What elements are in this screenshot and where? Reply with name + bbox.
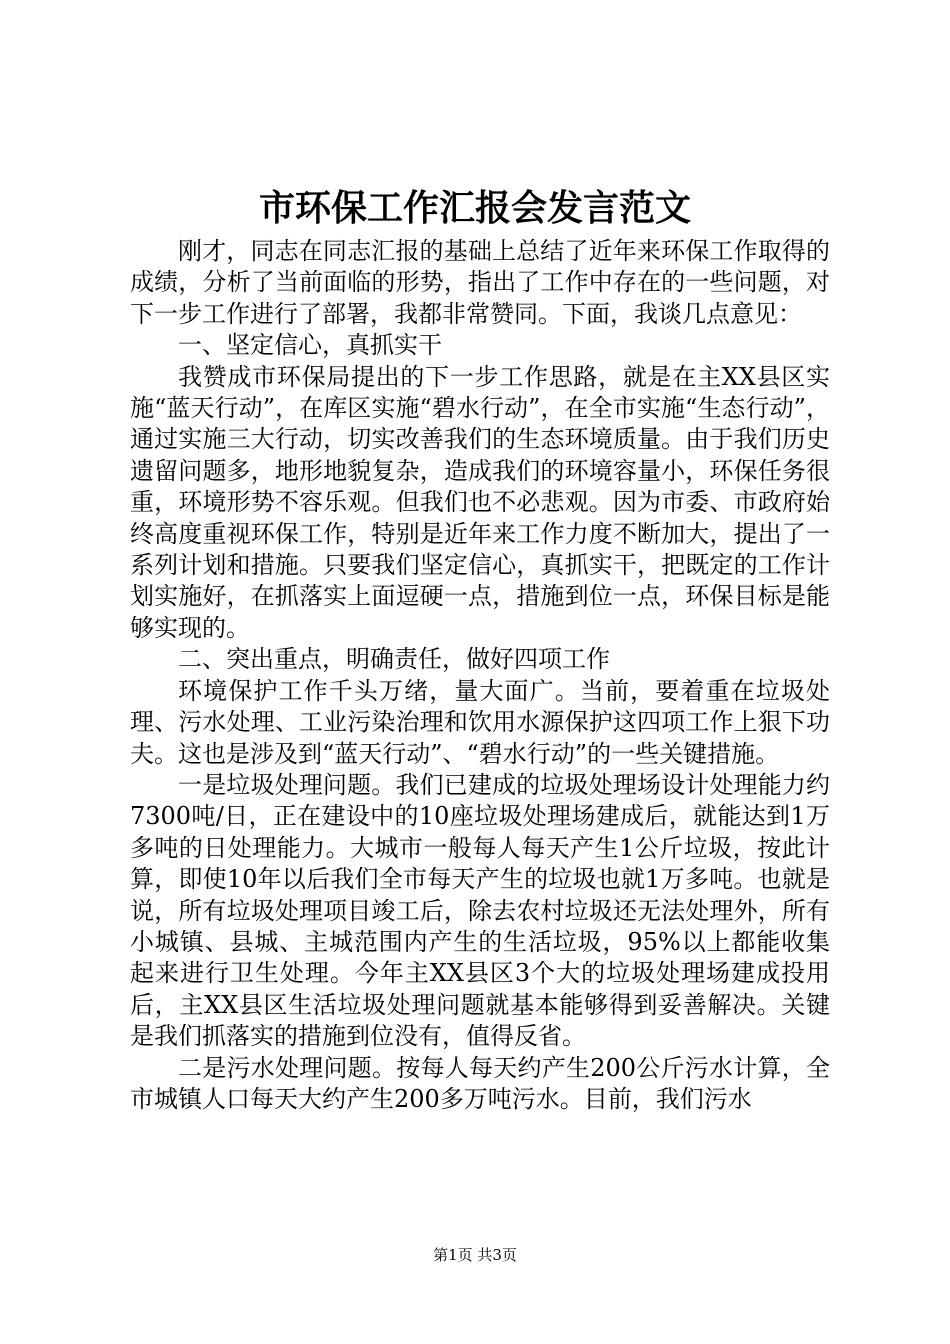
section-heading-1: 一、坚定信心，真抓实干 <box>178 331 442 360</box>
paragraph-sewage: 二是污水处理问题。按每人每天约产生200公斤污水计算，全市城镇人口每天大约产生200多万吨污水。目前，我们污水 <box>130 1053 830 1113</box>
paragraph-intro: 刚才，同志在同志汇报的基础上总结了近年来环保工作取得的成绩，分析了当前面临的形势，指出了工作中存在的一些问题，对下一步工作进行了部署，我都非常赞同。下面，我谈几点意见： <box>130 237 830 328</box>
page-number-footer: 第1页 共3页 <box>433 1246 517 1264</box>
paragraph-section-2: 环境保护工作千头万绪，量大面广。当前，要着重在垃圾处理、污水处理、工业污染治理和饮用水源保护这四项工作上狠下功夫。这也是涉及到“蓝天行动”、“碧水行动”的一些关键措施。 <box>130 676 830 768</box>
section-heading-2: 二、突出重点，明确责任，做好四项工作 <box>178 645 610 674</box>
paragraph-garbage: 一是垃圾处理问题。我们已建成的垃圾处理场设计处理能力约7300吨/日，正在建设中的10座垃圾处理场建成后，就能达到1万多吨的日处理能力。大城市一般每人每天产生1公斤垃圾，按此计算，即使10年以后我们全市每天产生的垃圾也就1万多吨。也就是说，所有垃圾处理项目竣工后，除去农村垃圾还无法处理外，所有小城镇、县城、主城范围内产生的生活垃圾，95%以上都能收集起来进行卫生处理。今年主XX县区3个大的垃圾处理场建成投用后，主XX县区生活垃圾处理问题就基本能够得到妥善解决。关键是我们抓落实的措施到位没有，值得反省。 <box>130 770 830 1051</box>
paragraph-section-1: 我赞成市环保局提出的下一步工作思路，就是在主XX县区实施“蓝天行动”，在库区实施“碧水行动”，在全市实施“生态行动”，通过实施三大行动，切实改善我们的生态环境质量。由于我们历史遗留问题多，地形地貌复杂，造成我们的环境容量小，环保任务很重，环境形势不容乐观。但我们也不必悲观。因为市委、市政府始终高度重视环保工作，特别是近年来工作力度不断加大，提出了一系列计划和措施。只要我们坚定信心，真抓实干，把既定的工作计划实施好，在抓落实上面逗硬一点，措施到位一点，环保目标是能够实现的。 <box>130 362 830 642</box>
document-body <box>130 236 830 1115</box>
document-title: 市环保工作汇报会发言范文 <box>258 187 691 229</box>
